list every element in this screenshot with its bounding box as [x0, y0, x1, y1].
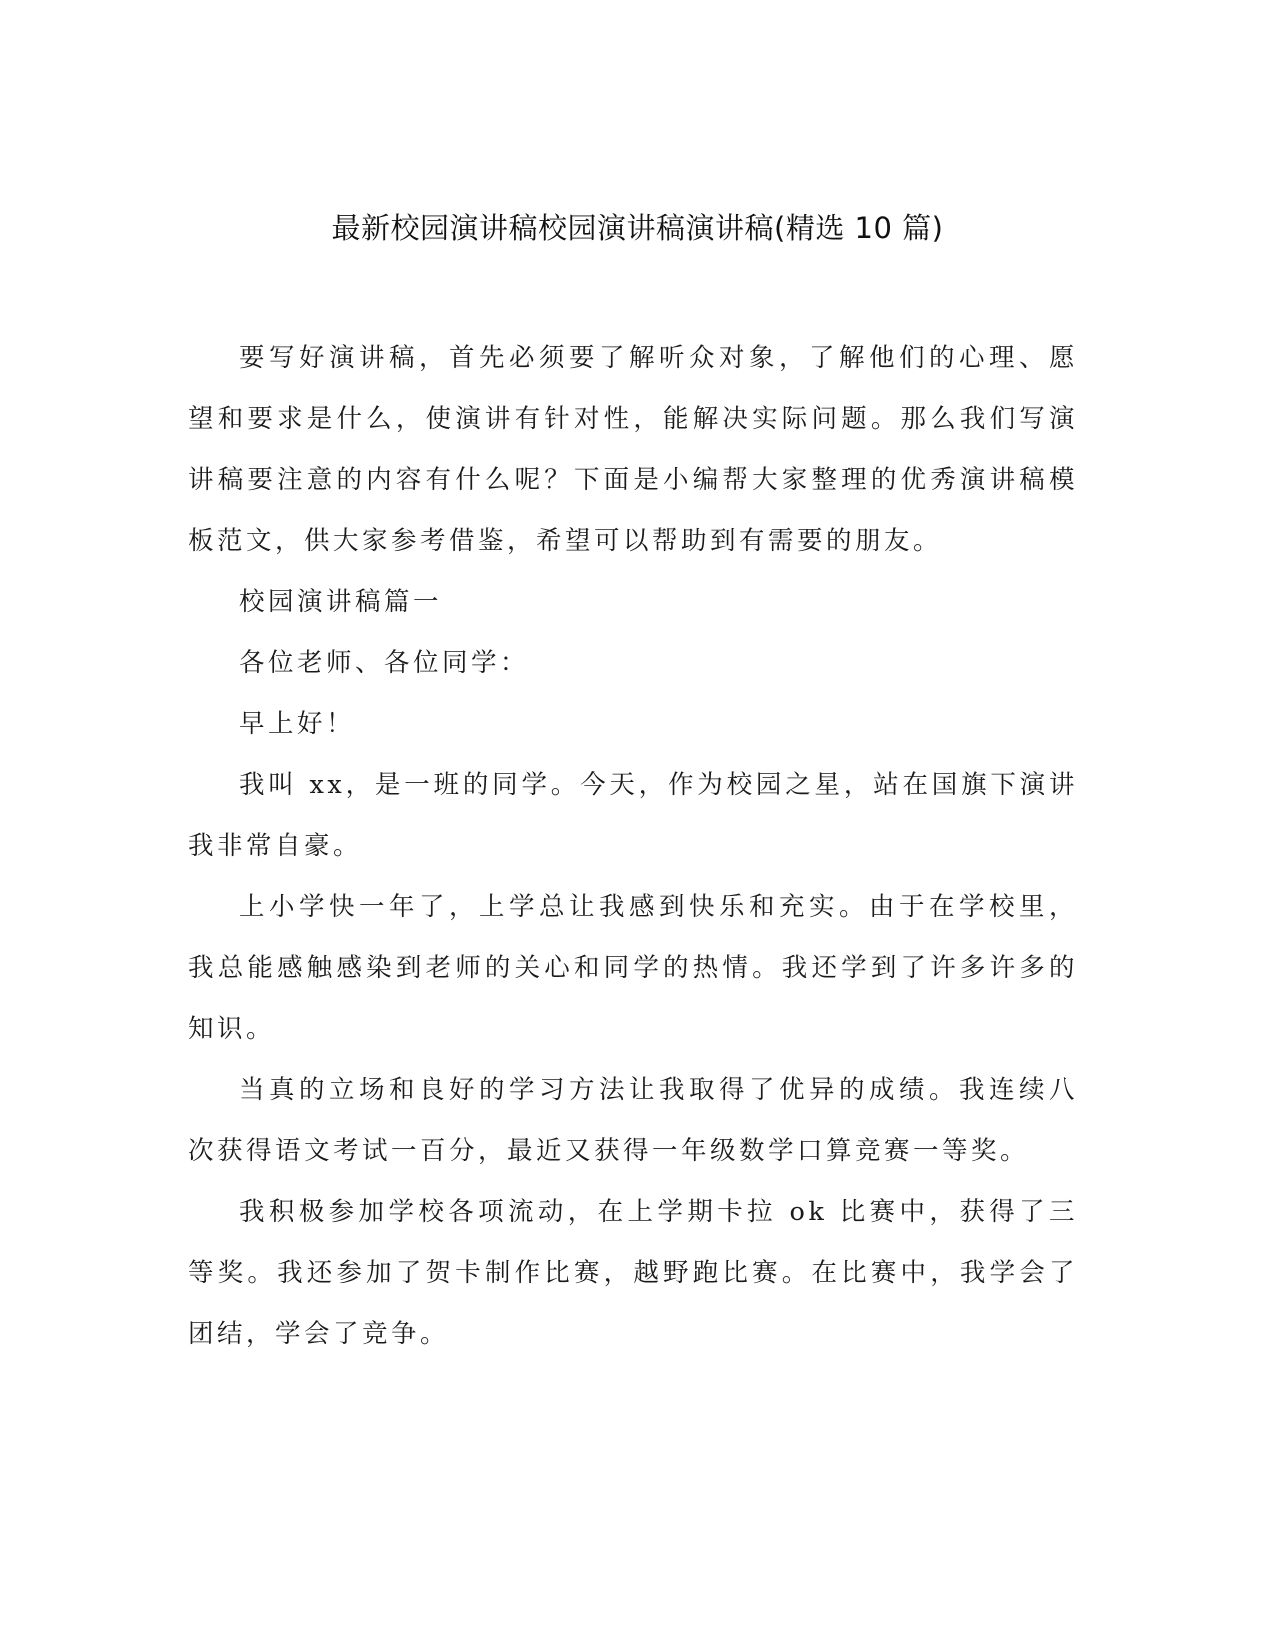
intro-paragraph: 要写好演讲稿，首先必须要了解听众对象，了解他们的心理、愿望和要求是什么，使演讲有针对性，能解决实际问题。那么我们写演讲稿要注意的内容有什么呢？下面是小编帮大家整理的优秀演讲稿模板范文，供大家参考借鉴，希望可以帮助到有需要的朋友。 — [188, 343, 1078, 556]
body-paragraph: 上小学快一年了，上学总让我感到快乐和充实。由于在学校里，我总能感触感染到老师的关心和同学的热情。我还学到了许多许多的知识。 — [188, 892, 1078, 1044]
body-paragraph: 我叫 xx，是一班的同学。今天，作为校园之星，站在国旗下演讲我非常自豪。 — [188, 770, 1078, 861]
document-title: 最新校园演讲稿校园演讲稿演讲稿(精选 10 篇) — [331, 211, 944, 245]
body-paragraph: 当真的立场和良好的学习方法让我取得了优异的成绩。我连续八次获得语文考试一百分，最近又获得一年级数学口算竞赛一等奖。 — [188, 1075, 1078, 1166]
body-paragraph: 我积极参加学校各项流动，在上学期卡拉 ok 比赛中，获得了三等奖。我还参加了贺卡制作比赛，越野跑比赛。在比赛中，我学会了团结，学会了竞争。 — [188, 1197, 1078, 1349]
greeting: 早上好！ — [239, 709, 356, 739]
document-body — [188, 328, 1078, 1365]
salutation: 各位老师、各位同学： — [239, 648, 530, 678]
section-heading: 校园演讲稿篇一 — [239, 587, 443, 617]
